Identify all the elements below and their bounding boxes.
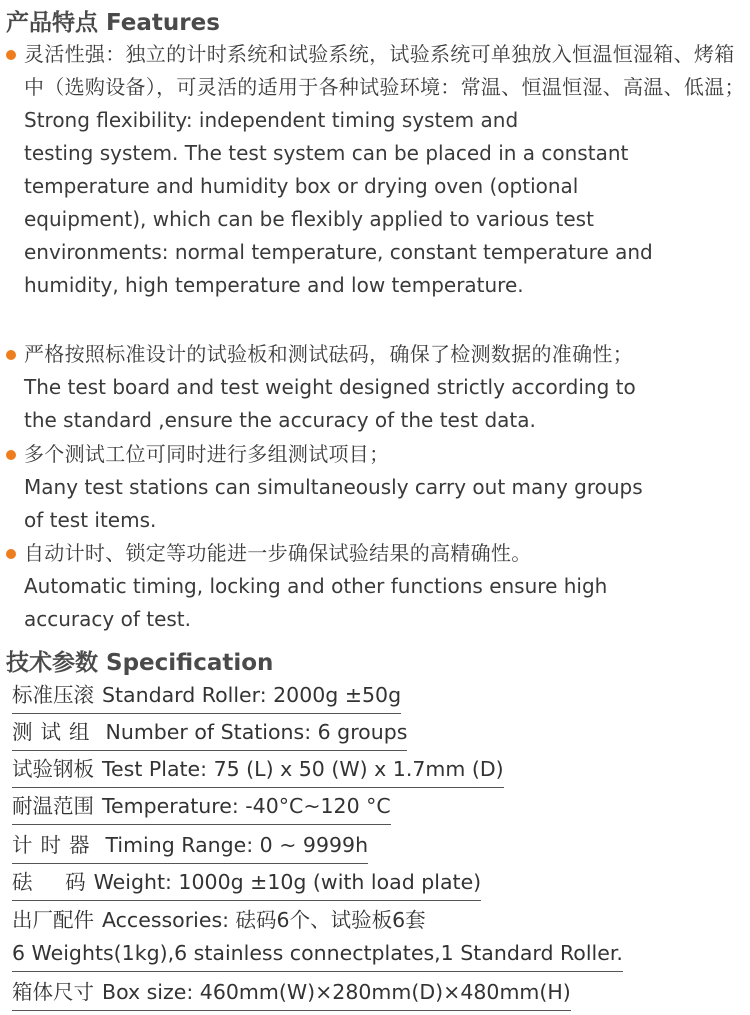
feature-item — [24, 438, 746, 537]
feature-en-line: the standard ,ensure the accuracy of the test data. — [24, 408, 536, 432]
bullet-dot-icon — [6, 350, 16, 360]
spec-row-accessories — [12, 905, 426, 935]
feature-en-line: The test board and test weight designed strictly according to — [24, 375, 636, 399]
bullet-dot-icon — [6, 50, 16, 60]
feature-item — [24, 38, 746, 302]
spec-value: Temperature: -40°C~120 °C — [102, 794, 391, 818]
spec-value: Box size: 460mm(W)×280mm(D)×480mm(H) — [102, 980, 571, 1004]
spec-label: 测试组 — [12, 720, 98, 744]
feature-en-line: accuracy of test. — [24, 607, 191, 631]
spec-value: Accessories: 砝码6个、试验板6套 — [102, 908, 426, 932]
spec-value: Weight: 1000g ±10g (with load plate) — [93, 870, 482, 894]
spec-label: 砝 码 — [12, 870, 86, 894]
spec-value: Test Plate: 75 (L) x 50 (W) x 1.7mm (D) — [102, 757, 504, 781]
feature-zh-text: 灵活性强：独立的计时系统和试验系统，试验系统可单独放入恒温恒湿箱、烤箱中（选购设备），可灵活的适用于各种试验环境：常温、恒温恒湿、高温、低温； — [24, 42, 745, 99]
spec-label: 试验钢板 — [12, 757, 94, 781]
feature-en-line: Strong flexibility: independent timing system and — [24, 108, 519, 132]
spec-row-weight — [12, 867, 481, 901]
feature-zh-text: 严格按照标准设计的试验板和测试砝码，确保了检测数据的准确性； — [24, 342, 633, 366]
spec-label: 出厂配件 — [12, 908, 94, 932]
spec-value: Timing Range: 0 ~ 9999h — [105, 833, 369, 857]
spec-row-standard-roller — [12, 680, 401, 714]
feature-en-line: temperature and humidity box or drying oven (optional — [24, 174, 579, 198]
spec-label: 箱体尺寸 — [12, 980, 94, 1004]
spec-label: 标准压滚 — [12, 683, 94, 707]
feature-zh-text: 自动计时、锁定等功能进一步确保试验结果的高精确性。 — [24, 541, 532, 565]
feature-zh-text: 多个测试工位可同时进行多组测试项目； — [24, 442, 390, 466]
spec-row-timing-range — [12, 830, 368, 864]
feature-en-line: Automatic timing, locking and other functions ensure high — [24, 574, 608, 598]
feature-en-line: equipment), which can be flexibly applied to various test — [24, 207, 594, 231]
bullet-dot-icon — [6, 549, 16, 559]
feature-en-line: humidity, high temperature and low temperature. — [24, 273, 524, 297]
specification-heading: 技术参数 Specification — [6, 650, 274, 676]
spec-value: 6 Weights(1kg),6 stainless connectplates,1 Standard Roller. — [12, 941, 623, 965]
bullet-dot-icon — [6, 450, 16, 460]
spec-row-stations — [12, 717, 407, 751]
feature-item — [24, 537, 746, 636]
spec-row-accessories-detail — [12, 938, 623, 972]
spec-row-box-size — [12, 977, 571, 1011]
feature-item — [24, 338, 746, 437]
spec-row-temperature — [12, 791, 391, 825]
feature-en-line: Many test stations can simultaneously carry out many groups — [24, 475, 643, 499]
spec-label: 计时器 — [12, 833, 98, 857]
features-heading: 产品特点 Features — [6, 10, 220, 36]
spec-value: Number of Stations: 6 groups — [105, 720, 408, 744]
spec-row-test-plate — [12, 754, 504, 788]
feature-en-line: environments: normal temperature, constant temperature and — [24, 240, 653, 264]
feature-en-line: of test items. — [24, 508, 157, 532]
spec-value: Standard Roller: 2000g ±50g — [102, 683, 402, 707]
spec-label: 耐温范围 — [12, 794, 94, 818]
feature-en-line: testing system. The test system can be placed in a constant — [24, 141, 629, 165]
